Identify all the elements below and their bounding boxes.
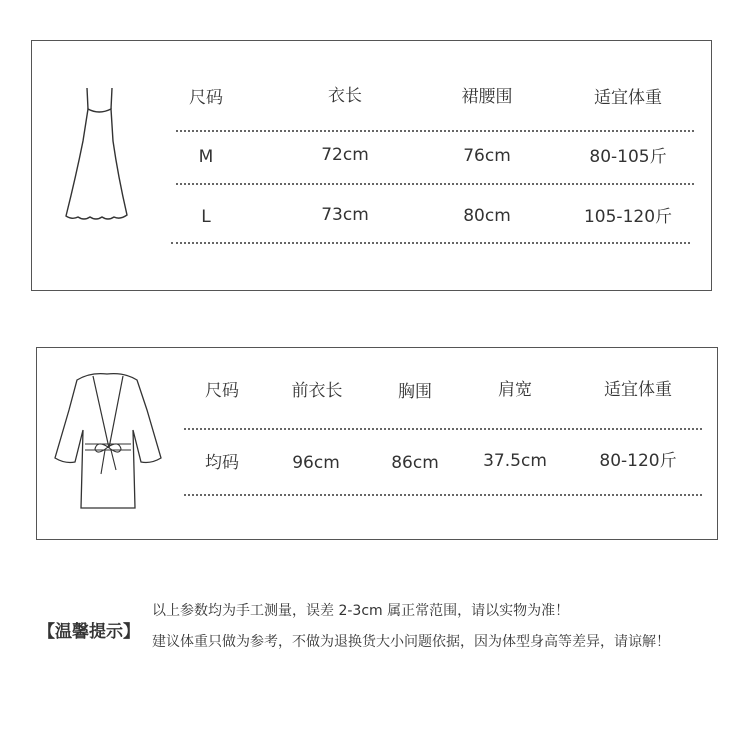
cell-size: M: [198, 147, 214, 167]
header-chest: 胸围: [398, 382, 432, 402]
cell-length: 72cm: [321, 145, 369, 165]
tips-line-2: 建议体重只做为参考，不做为退换货大小问题依据，因为体型身高等差异，请谅解！: [152, 634, 670, 650]
header-waist: 裙腰围: [461, 87, 513, 107]
header-front-length: 前衣长: [291, 381, 343, 401]
header-weight: 适宜体重: [604, 380, 672, 400]
cell-front-length: 96cm: [292, 453, 340, 473]
tips-label: 【温馨提示】: [38, 622, 140, 642]
row-divider: [184, 428, 702, 430]
cell-size: L: [201, 207, 211, 227]
header-length: 衣长: [328, 86, 362, 106]
row-divider: [184, 494, 702, 496]
robe-icon: [45, 370, 170, 515]
cell-waist: 80cm: [463, 206, 511, 226]
cell-waist: 76cm: [463, 146, 511, 166]
robe-size-card: [36, 347, 718, 540]
row-divider: [176, 183, 694, 185]
cell-weight: 105-120斤: [583, 207, 673, 227]
header-size: 尺码: [205, 381, 239, 401]
slip-dress-icon: [62, 81, 142, 231]
cell-length: 73cm: [321, 205, 369, 225]
cell-size: 均码: [205, 453, 239, 473]
cell-chest: 86cm: [391, 453, 439, 473]
tips-line-1: 以上参数均为手工测量，误差 2-3cm 属正常范围，请以实物为准！: [152, 603, 570, 619]
cell-shoulder: 37.5cm: [483, 451, 547, 471]
row-divider: [176, 130, 694, 132]
header-shoulder: 肩宽: [498, 380, 532, 400]
cell-weight: 80-120斤: [599, 451, 677, 471]
row-divider: [171, 242, 690, 244]
header-weight: 适宜体重: [594, 88, 662, 108]
cell-weight: 80-105斤: [589, 147, 667, 167]
header-size: 尺码: [189, 88, 223, 108]
